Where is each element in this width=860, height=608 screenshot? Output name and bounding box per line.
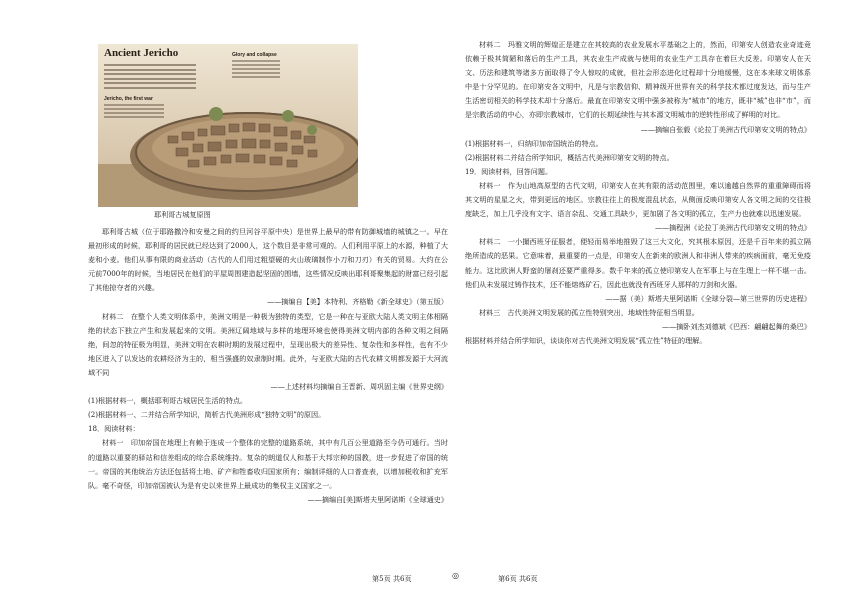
material-paragraph: 材料一 印加帝国在地理上有赖于连成一个整体的完整的道路系统，其中有几百公里道路至今仍可通行。当时的道路以重要的驿站和信差组成的综合系统维持。复杂的朗道仅人和基于大邦宗种的国教，进一步促进了帝国的统一。帝国的其他统治方法还包括将土地、矿产和牲畜收归国家所有；编制详细的人口普查表，以增加税收和扩充军队。毫不奇怪，印加帝国被认为是有史以来世界上最成功的集权主义国家之一。 <box>88 438 448 490</box>
question-heading: 19．阅读材料，回答问题。 <box>465 166 553 176</box>
material-paragraph: 材料二 一小撮西班牙征服者，便轻而易举地推毁了这三大文化，究其根本原因，还是千百年来的孤立隔绝所造成的恶果。它意味着，最重要的一点是，印第安人在新来的欧洲人和非洲人带来的疾病面前，毫无免疫能力。这比欧洲人野蛮的屠刹还要严重得多。数千年来的孤立使印第安人在军事上与在生理上一样不堪一击。他们从未发展过铸作技术，还不能熔炼矿石，因此也就没有西班牙人那样的刀剑和火器。 <box>465 237 811 289</box>
question-item: (1)根据材料一，概括耶利哥古城居民生活的特点。 <box>88 396 248 406</box>
page-number-left: 第5页 共6页 <box>372 574 412 583</box>
material-paragraph: 材料二 玛雅文明的辉煌正是建立在其较高的农业发展水平基础之上的，然而，印第安人创造农业奇迹竟依赖于极其简陋和落后的生产工具，其农业生产成就与使用的农业生产工具存在着巨大反差。印第安人在天文、历法和建筑等诸多方面取得了令人惊叹的成就，但社会形态进化过程却十分地缓慢，这在本来球文明体系中是十分罕见的。在印第安各文明中，凡是与宗教信仰、精神级开世界有关的科学技术都过度发达，而与生产生活密切相关的科学技术却十分落后。最直在印第安文明中强多被称为“城市”的地方，既非“城”也非“市”，而是宗教活动的中心，亦即宗教城市，它们的长期延续性与其本源文明城市的逆转性形成了鲜明的对比。 <box>465 40 811 120</box>
source-citation: ——摘编自张毅《论拉丁美洲古代印第安文明的特点》 <box>640 124 811 134</box>
question-item: (1)根据材料一，归纳印加帝国统治的特点。 <box>465 138 603 148</box>
jericho-image <box>98 44 358 207</box>
question-item: (2)根据材料二并结合所学知识，概括古代美洲印第安文明的特点。 <box>465 152 674 162</box>
image-subtitle-right: Glory and collapse <box>232 52 277 58</box>
image-subtitle-left: Jericho, the first war <box>104 96 153 102</box>
source-citation: ——据（美）斯塔夫里阿诺斯《全球分裂—第三世界的历史进程》 <box>605 293 811 303</box>
source-citation: ——上述材料均摘编自王晋新、周巩固主编《世界史纲》 <box>270 382 448 392</box>
source-citation: ——摘编自【美】本特利、齐格勒《新全球史》（第五版） <box>267 297 448 307</box>
material-paragraph: 材料二 在整个人类文明体系中，美洲文明是一种极为独特的类型，它是一种在与亚欧大陆人类文明主体相隔绝的状态下独立产生和发展起来的文明。美洲辽阔地域与多样的地理环境也使得美洲文明内部的各种文明之间隔绝，间忽的特征极为明显，美洲文明在农耕时期的发展过程中，呈现出极大的差异性、复杂性和多样性，也有不少地区进入了以发达的农耕经济为主的，相当强盛的奴隶制时期。此外，与亚欧大陆的古代农耕文明都发源于大河流域不同 <box>88 311 448 377</box>
question-item: 根据材料并结合所学知识，谈谈你对古代美洲文明发展“孤立性”特征的理解。 <box>465 335 707 345</box>
material-paragraph: 材料三 古代美洲文明发展的孤立性特别突出，地域性特征相当明显。 <box>479 307 699 317</box>
source-citation: ——摘程洲《论拉丁美洲古代印第安文明的特点》 <box>654 223 811 233</box>
page-number-right: 第6页 共6页 <box>498 574 538 583</box>
question-heading: 18．阅读材料： <box>88 424 140 434</box>
image-caption: 耶利哥古城复原图 <box>154 210 211 219</box>
image-text-block-3 <box>232 60 280 80</box>
source-citation: ——摘卧刘杰刘德斌《巴西：翩翩起舞的桑巴》 <box>662 321 811 331</box>
right-column <box>465 38 811 348</box>
image-text-block-2 <box>104 104 164 120</box>
image-text-block <box>104 64 196 91</box>
material-paragraph: 耶利哥古城（位于耶路撒冷和安曼之间的约旦河谷平原中央）是世界上最早的带有防御城墙的城镇之一。早在最初形成的时候，耶利哥的居民就已经达到了2000人，这个数目是非常可观的。人们利用平原上的水源，种植了大麦和小麦。他们从事有限的商业活动（古代的人们用过粗望硬的火山玻璃制作小刀和刀刃）有关的贸易。大约在公元前7000年的时候，当地居民在他们的平屋周围建造起坚固的围墙，这些情况反映出耶利哥聚集起的财富已经引起了其他掠夺者的兴趣。 <box>88 227 448 293</box>
source-citation: ——摘编自[美]斯塔夫里阿诺斯《全球通史》 <box>307 494 448 504</box>
material-paragraph: 材料一 作为山地高原型的古代文明，印第安人在其有限的活动范围里，难以逾越自然界的重重障碍而将其文明的星星之火，带到更远的地区。宗教往往上的极度混乱状态，从侧面反映印第安人各文明之间的交往极度缺乏，加上几乎没有文字、语言杂乱、交通工具缺少，更加剧了各文明的孤立，生产力也就难以迅速发展。 <box>465 180 811 219</box>
question-item: (2)根据材料一、二并结合所学知识，简析古代美洲形成“独特文明”的原因。 <box>88 410 326 420</box>
binding-mark-icon: ◎ <box>452 571 459 580</box>
image-title: Ancient Jericho <box>104 47 179 59</box>
left-column <box>88 38 448 507</box>
